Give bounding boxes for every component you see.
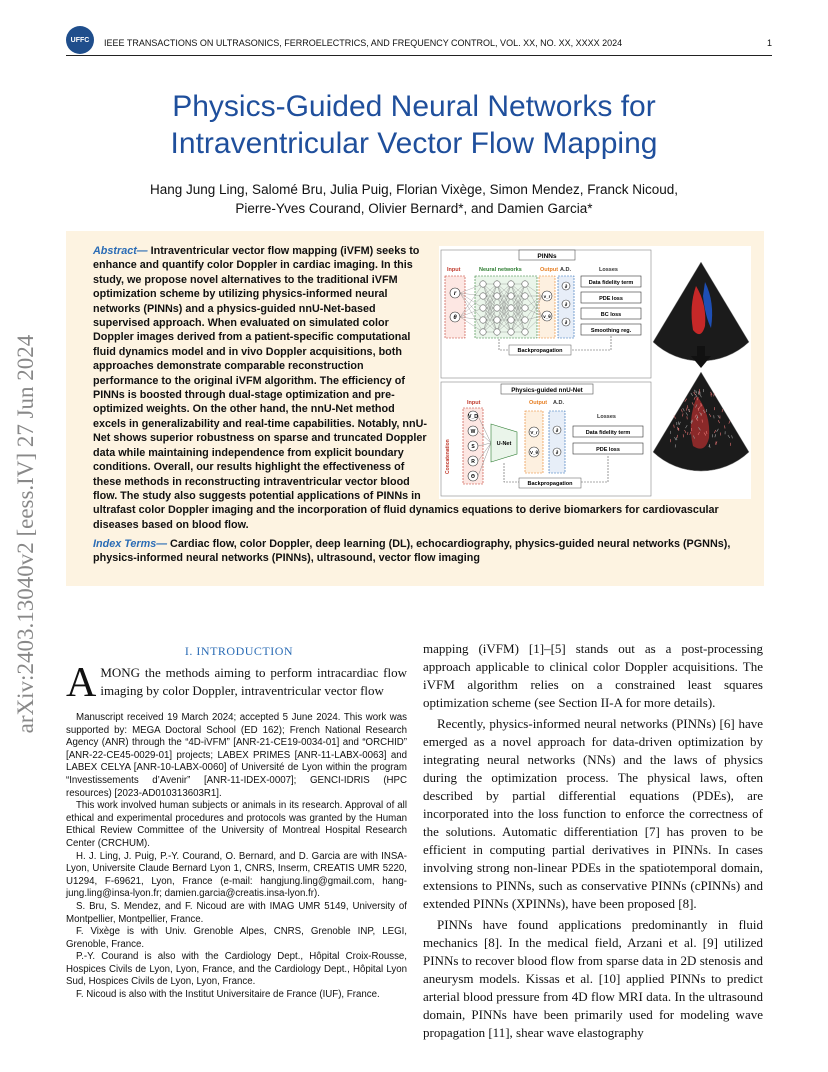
nn-node — [508, 317, 514, 323]
unet-losses-label: Losses — [597, 414, 616, 420]
dropcap-letter: A — [66, 660, 97, 706]
method-figure — [439, 246, 751, 499]
arxiv-stamp — [12, 292, 40, 776]
authors-line-1: Hang Jung Ling, Salomé Bru, Julia Puig, Florian Vixège, Simon Mendez, Franck Nicoud, — [149, 182, 679, 197]
abstract — [93, 244, 751, 532]
unet-output-vtheta: V_θ — [530, 450, 538, 455]
output-vr: v_r — [543, 294, 551, 299]
authors-line-2: Pierre-Yves Courand, Olivier Bernard*, and Damien Garcia* — [235, 201, 593, 216]
unet-label: U-Net — [496, 441, 512, 447]
nn-node — [480, 317, 486, 323]
nn-node — [522, 281, 528, 287]
nn-node — [480, 329, 486, 335]
nn-node — [522, 305, 528, 311]
nn-node — [494, 281, 500, 287]
nn-node — [494, 305, 500, 311]
footnote-affil-3: F. Vixège is with Univ. Grenoble Alpes, CNRS, Grenoble INP, LEGI, Grenoble, France. — [66, 926, 407, 950]
author-list — [70, 180, 758, 218]
right-paragraph-3: PINNs have found applications predominantly in fluid mechanics [8]. In the medical field, Arzani et al. [9] utilized PINNs to recover blood flow from sparse data in 2D stenosis and aneurysm models. Kissas et al. [10] applied PINNs to predict arterial blood pressure from 4D flow MRI data. In the ultrasound domain, PINNs have been primarily used for modeling wave propagation [11], shear wave elastography — [423, 917, 763, 1040]
unet-ad-symbol-1: ∂ — [555, 428, 559, 434]
unet-backprop: Backpropagation — [527, 481, 573, 487]
paper-title — [70, 88, 758, 162]
concatenation-label: Concatenation — [445, 439, 451, 474]
unet-loss-fidelity: Data fidelity term — [585, 430, 631, 436]
ad-symbol-1: ∂ — [564, 284, 568, 290]
footnote-funding: Manuscript received 19 March 2024; accepted 5 June 2024. This work was supported by: MEGA Doctoral School (ED 162); French National Research Agency (ANR) through the “4D-iVFM” [ANR-21-CE19-0034-01] and “ORCHID” [ANR-22-CE45-0029-01] projects; LABEX PRIMES [ANR-11-LABX-0063] and LABEX CELYA [ANR-10-LABX-0060] of Université de Lyon within the program “Investissements d’Avenir” [ANR-11-IDEX-0007]; GENCI-IDRIS (HPC resources) [2023-AD010313603R1]. — [66, 712, 407, 799]
unet-input-label: W — [470, 429, 476, 435]
footnote-affil-2: S. Bru, S. Mendez, and F. Nicoud are with IMAG UMR 5149, University of Montpellier, Montpellier, France. — [66, 900, 407, 925]
input-r: r — [453, 291, 457, 297]
input-theta: θ — [453, 315, 457, 321]
footnote-affil-5: F. Nicoud is also with the Institut Universitaire de France (IUF), France. — [76, 989, 380, 1001]
loss-smoothing: Smoothing reg. — [590, 328, 632, 334]
pinn-output-box — [539, 276, 555, 338]
unet-output-vr: V_r — [530, 430, 538, 435]
title-line-1: Physics-Guided Neural Networks for — [172, 90, 656, 123]
uffc-logo: UFFC — [66, 26, 94, 54]
nn-node — [508, 281, 514, 287]
output-vtheta: v_θ — [543, 314, 551, 319]
right-paragraph-2: Recently, physics-informed neural networks (PINNs) [6] have emerged as a novel approach for data-driven optimization by integrating neural networks (NNs) and the laws of physics during the optimization process. The physical laws, often described by partial differential equations (PDEs), are incorporated into the loss function to enforce the correctness of the solutions. Automatic differentiation [7] has proven to be efficient in computing partial derivatives in PINNs. In cases involving strong non-linear PDEs in the spatiotemporal domain, extensions to PINNs, such as conservative PINNs (cPINNs) and extended PINNs (XPINNs), have been proposed [8]. — [423, 716, 763, 911]
nn-node — [508, 293, 514, 299]
abstract-box — [66, 231, 764, 586]
ad-symbol-3: ∂ — [564, 320, 568, 326]
pinn-ad-label: A.D. — [560, 267, 571, 273]
unet-ad-symbol-2: ∂ — [555, 450, 559, 456]
journal-name: IEEE TRANSACTIONS ON ULTRASONICS, FERROELECTRICS, AND FREQUENCY CONTROL, VOL. XX, NO. XX, XXXX 2024 — [104, 38, 623, 48]
page-header — [66, 33, 772, 56]
nn-node — [508, 305, 514, 311]
nn-node — [480, 281, 486, 287]
nn-node — [522, 329, 528, 335]
index-terms — [93, 537, 751, 566]
pinns-title: PINNs — [537, 253, 557, 260]
unet-input-label: V_D — [468, 414, 478, 420]
pinn-input-box — [445, 276, 465, 338]
title-line-2: Intraventricular Vector Flow Mapping — [170, 127, 658, 160]
loss-data-fidelity: Data fidelity term — [588, 280, 634, 286]
unet-input-label: Input — [467, 400, 481, 406]
unet-loss-pde: PDE loss — [596, 447, 620, 453]
unet-output-label: Output — [529, 400, 548, 406]
nn-node — [480, 305, 486, 311]
right-column — [423, 640, 763, 1045]
unet-input-label: Θ — [471, 474, 475, 480]
loss-pde: PDE loss — [599, 296, 623, 302]
footnote-affil-1: H. J. Ling, J. Puig, P.-Y. Courand, O. Bernard, and D. Garcia are with INSA-Lyon, Universite Claude Bernard Lyon 1, CNRS, Inserm, CREATIS UMR 5220, U1294, F-69621, Lyon, France (e-mail: hangjung.ling@gmail.com, hang-jung.ling@insa-lyon.fr; damien.garcia@creatis.insa-lyon.fr). — [66, 850, 407, 900]
loss-bc: BC loss — [600, 312, 622, 318]
footnote-affil-4: P.-Y. Courand is also with the Cardiology Dept., Hôpital Croix-Rousse, Hospices Civils de Lyon, Lyon, France, and the Cardiology Dept., Hôpital Lyon Sud, Hospices Civils de Lyon, Lyon, France. — [66, 951, 407, 988]
pinn-losses-label: Losses — [599, 267, 618, 273]
pinn-backprop: Backpropagation — [517, 348, 563, 354]
arxiv-stamp-text: arXiv:2403.13040v2 [eess.IV] 27 Jun 2024 — [13, 334, 38, 734]
index-terms-body: Cardiac flow, color Doppler, deep learning (DL), echocardiography, physics-guided neural networks (PGNNs), physics-informed neural networks (PINNs), ultrasound, vector flow imaging — [93, 538, 731, 565]
footnote-ethics: This work involved human subjects or animals in its research. Approval of all ethical and experimental procedures and protocols was granted by the Human Ethical Review Committee of the University of Montreal Hospital Research Center (CRCHUM). — [66, 800, 407, 849]
unet-output-box — [525, 411, 543, 473]
abstract-label: Abstract— — [93, 245, 148, 257]
right-paragraph-1: mapping (iVFM) [1]–[5] stands out as a post-processing approach applicable to clinical color Doppler acquisitions. The iVFM algorithm relies on a constrained least squares optimization scheme (see Section II-A for more details). — [423, 641, 763, 710]
nnunet-title: Physics-guided nnU-Net — [511, 387, 583, 394]
pinn-input-label: Input — [447, 267, 461, 273]
pinn-output-label: Output — [540, 267, 559, 273]
index-terms-label: Index Terms— — [93, 538, 168, 550]
unet-ad-box — [549, 411, 565, 473]
pinn-nn-label: Neural networks — [479, 267, 522, 273]
section-title: I. INTRODUCTION — [184, 644, 294, 658]
abstract-body: Intraventricular vector flow mapping (iVFM) seeks to enhance and quantify color Doppler in cardiac imaging. In this study, we propose novel alternatives to the traditional iVFM optimization scheme by utilizing physics-informed neural networks (PINNs) and a physics-guided nnU-Net-based supervised approach. When evaluated on simulated color Doppler images derived from a patient-specific computational fluid dynamics model and in vivo Doppler acquisitions, both approaches demonstrate comparable reconstruction performance to the original iVFM algorithm. The efficiency of PINNs is boosted through dual-stage optimization and pre-optimized weights. On the other hand, the nnU-Net method excels in generalizability and real-time capabilities. Notably, nnU-Net shows superior robustness on sparse and truncated Doppler data while maintaining independence from explicit boundary conditions. Overall, our results highlight the effectiveness of these methods in reconstructing intraventricular vector blood flow. The study also suggests potential applications of PINNs in ultrafast color Doppler imaging and the incorporation of fluid dynamics equations to derive biomarkers for cardiovascular diseases based on blood flow. — [93, 245, 719, 531]
footnotes — [66, 712, 407, 1002]
intro-text: MONG the methods aiming to perform intracardiac flow imaging by color Doppler, intraventricular vector flow — [100, 665, 407, 698]
nn-node — [494, 293, 500, 299]
unet-ad-label: A.D. — [553, 400, 564, 406]
unet-input-label: S — [471, 444, 475, 450]
nn-node — [480, 293, 486, 299]
ad-symbol-2: ∂ — [564, 302, 568, 308]
nn-node — [508, 329, 514, 335]
nn-node — [522, 293, 528, 299]
nn-node — [494, 317, 500, 323]
intro-paragraph — [66, 660, 407, 706]
page-number: 1 — [766, 38, 772, 48]
nn-node — [494, 329, 500, 335]
unet-input-label: R — [471, 459, 475, 465]
method-diagram — [439, 246, 751, 499]
nn-node — [522, 317, 528, 323]
